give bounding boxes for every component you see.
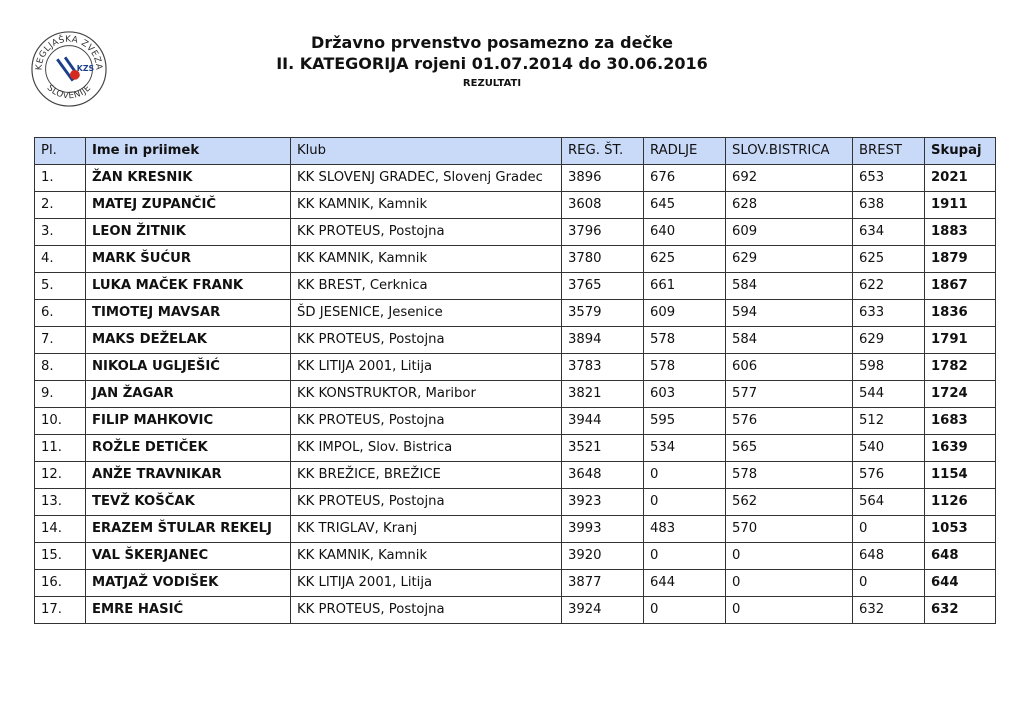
table-cell: 676 — [644, 165, 726, 192]
table-cell: 576 — [726, 408, 853, 435]
table-row — [35, 192, 996, 219]
table-cell: 3. — [35, 219, 86, 246]
document-title: Državno prvenstvo posamezno za dečke — [311, 33, 673, 52]
table-cell: 512 — [853, 408, 925, 435]
table-cell: 576 — [853, 462, 925, 489]
table-cell: 640 — [644, 219, 726, 246]
table-cell: 661 — [644, 273, 726, 300]
table-cell: 483 — [644, 516, 726, 543]
table-cell: 1879 — [925, 246, 996, 273]
table-cell: ERAZEM ŠTULAR REKELJ — [86, 516, 291, 543]
table-cell: 3780 — [562, 246, 644, 273]
svg-text:SLOVENIJE: SLOVENIJE — [44, 83, 94, 102]
table-cell: 3783 — [562, 354, 644, 381]
table-cell: 644 — [925, 570, 996, 597]
table-cell: NIKOLA UGLJEŠIĆ — [86, 354, 291, 381]
table-cell: 625 — [644, 246, 726, 273]
table-cell: 692 — [726, 165, 853, 192]
table-cell: 606 — [726, 354, 853, 381]
table-cell: 578 — [644, 354, 726, 381]
table-cell: 595 — [644, 408, 726, 435]
table-cell: 0 — [644, 597, 726, 624]
table-cell: KK PROTEUS, Postojna — [291, 408, 562, 435]
table-cell: 584 — [726, 327, 853, 354]
table-row — [35, 489, 996, 516]
table-cell: 540 — [853, 435, 925, 462]
table-cell: 3920 — [562, 543, 644, 570]
table-cell: TEVŽ KOŠČAK — [86, 489, 291, 516]
table-cell: 625 — [853, 246, 925, 273]
table-cell: 15. — [35, 543, 86, 570]
table-cell: 3993 — [562, 516, 644, 543]
table-cell: 638 — [853, 192, 925, 219]
table-cell: 565 — [726, 435, 853, 462]
table-cell: 1867 — [925, 273, 996, 300]
table-cell: 13. — [35, 489, 86, 516]
table-cell: 1. — [35, 165, 86, 192]
table-cell: 1683 — [925, 408, 996, 435]
table-cell: ROŽLE DETIČEK — [86, 435, 291, 462]
table-cell: LUKA MAČEK FRANK — [86, 273, 291, 300]
table-cell: 1782 — [925, 354, 996, 381]
table-cell: 3608 — [562, 192, 644, 219]
table-row — [35, 408, 996, 435]
table-row — [35, 273, 996, 300]
table-cell: KK KAMNIK, Kamnik — [291, 246, 562, 273]
results-table — [34, 137, 996, 624]
table-row — [35, 165, 996, 192]
table-cell: KK LITIJA 2001, Litija — [291, 570, 562, 597]
table-cell: 629 — [853, 327, 925, 354]
table-cell: 648 — [925, 543, 996, 570]
table-cell: 1639 — [925, 435, 996, 462]
table-cell: 534 — [644, 435, 726, 462]
table-body — [35, 165, 996, 624]
table-cell: 634 — [853, 219, 925, 246]
table-cell: KK BREŽICE, BREŽICE — [291, 462, 562, 489]
table-cell: KK PROTEUS, Postojna — [291, 219, 562, 246]
table-cell: 2021 — [925, 165, 996, 192]
table-cell: 577 — [726, 381, 853, 408]
table-cell: 3648 — [562, 462, 644, 489]
table-cell: LEON ŽITNIK — [86, 219, 291, 246]
table-cell: VAL ŠKERJANEC — [86, 543, 291, 570]
table-cell: 648 — [853, 543, 925, 570]
table-cell: 3896 — [562, 165, 644, 192]
table-cell: 7. — [35, 327, 86, 354]
table-cell: 628 — [726, 192, 853, 219]
table-row — [35, 300, 996, 327]
table-cell: ANŽE TRAVNIKAR — [86, 462, 291, 489]
column-header: Klub — [291, 138, 562, 165]
table-cell: TIMOTEJ MAVSAR — [86, 300, 291, 327]
table-cell: 644 — [644, 570, 726, 597]
table-cell: 578 — [726, 462, 853, 489]
table-row — [35, 516, 996, 543]
table-cell: 1836 — [925, 300, 996, 327]
table-cell: FILIP MAHKOVIC — [86, 408, 291, 435]
table-cell: 0 — [644, 462, 726, 489]
column-header: SLOV.BISTRICA — [726, 138, 853, 165]
table-cell: KK KONSTRUKTOR, Maribor — [291, 381, 562, 408]
table-cell: 3944 — [562, 408, 644, 435]
table-cell: 3579 — [562, 300, 644, 327]
table-cell: 594 — [726, 300, 853, 327]
table-cell: KK PROTEUS, Postojna — [291, 327, 562, 354]
table-cell: 11. — [35, 435, 86, 462]
table-cell: 1724 — [925, 381, 996, 408]
table-cell: 544 — [853, 381, 925, 408]
table-cell: MATJAŽ VODIŠEK — [86, 570, 291, 597]
table-cell: 3765 — [562, 273, 644, 300]
table-cell: 562 — [726, 489, 853, 516]
table-cell: EMRE HASIĆ — [86, 597, 291, 624]
table-cell: 17. — [35, 597, 86, 624]
table-cell: KK IMPOL, Slov. Bistrica — [291, 435, 562, 462]
table-cell: 12. — [35, 462, 86, 489]
table-cell: ŠD JESENICE, Jesenice — [291, 300, 562, 327]
table-cell: 3521 — [562, 435, 644, 462]
table-cell: 3894 — [562, 327, 644, 354]
table-cell: 633 — [853, 300, 925, 327]
table-cell: 570 — [726, 516, 853, 543]
table-cell: KK LITIJA 2001, Litija — [291, 354, 562, 381]
table-cell: 3923 — [562, 489, 644, 516]
table-row — [35, 570, 996, 597]
table-cell: 632 — [853, 597, 925, 624]
table-cell: KK KAMNIK, Kamnik — [291, 543, 562, 570]
table-cell: 622 — [853, 273, 925, 300]
table-cell: 3924 — [562, 597, 644, 624]
table-cell: MATEJ ZUPANČIČ — [86, 192, 291, 219]
table-row — [35, 381, 996, 408]
table-cell: MARK ŠUĆUR — [86, 246, 291, 273]
table-cell: 16. — [35, 570, 86, 597]
table-cell: 9. — [35, 381, 86, 408]
table-cell: 0 — [726, 597, 853, 624]
table-cell: 629 — [726, 246, 853, 273]
table-cell: 603 — [644, 381, 726, 408]
table-cell: 609 — [726, 219, 853, 246]
table-cell: 0 — [853, 516, 925, 543]
table-row — [35, 219, 996, 246]
document-subtitle: II. KATEGORIJA rojeni 01.07.2014 do 30.06.2016 — [276, 54, 708, 73]
table-cell: 14. — [35, 516, 86, 543]
table-cell: 3877 — [562, 570, 644, 597]
table-cell: 0 — [726, 543, 853, 570]
table-cell: KK SLOVENJ GRADEC, Slovenj Gradec — [291, 165, 562, 192]
document-header — [0, 33, 1024, 93]
table-cell: 4. — [35, 246, 86, 273]
table-header-row — [35, 138, 996, 165]
table-cell: 1883 — [925, 219, 996, 246]
table-cell: 1911 — [925, 192, 996, 219]
table-row — [35, 543, 996, 570]
table-cell: 598 — [853, 354, 925, 381]
table-cell: 0 — [644, 489, 726, 516]
table-cell: 645 — [644, 192, 726, 219]
column-header: Ime in priimek — [86, 138, 291, 165]
svg-text:KEGLJAŠKA ZVEZA: KEGLJAŠKA ZVEZA — [34, 34, 104, 71]
table-cell: 564 — [853, 489, 925, 516]
table-cell: KK KAMNIK, Kamnik — [291, 192, 562, 219]
table-cell: 653 — [853, 165, 925, 192]
table-row — [35, 435, 996, 462]
table-cell: JAN ŽAGAR — [86, 381, 291, 408]
table-cell: 0 — [726, 570, 853, 597]
table-cell: MAKS DEŽELAK — [86, 327, 291, 354]
column-header: Pl. — [35, 138, 86, 165]
table-cell: 632 — [925, 597, 996, 624]
table-cell: 1126 — [925, 489, 996, 516]
table-cell: 1791 — [925, 327, 996, 354]
column-header: Skupaj — [925, 138, 996, 165]
table-cell: 6. — [35, 300, 86, 327]
section-label: REZULTATI — [462, 78, 522, 89]
table-cell: KK PROTEUS, Postojna — [291, 489, 562, 516]
table-cell: 0 — [853, 570, 925, 597]
column-header: RADLJE — [644, 138, 726, 165]
table-cell: 584 — [726, 273, 853, 300]
table-row — [35, 597, 996, 624]
table-row — [35, 354, 996, 381]
table-cell: KK BREST, Cerknica — [291, 273, 562, 300]
table-cell: ŽAN KRESNIK — [86, 165, 291, 192]
column-header: BREST — [853, 138, 925, 165]
table-cell: 1053 — [925, 516, 996, 543]
table-row — [35, 327, 996, 354]
table-cell: 10. — [35, 408, 86, 435]
table-cell: 609 — [644, 300, 726, 327]
svg-text:KZS: KZS — [76, 63, 95, 73]
table-cell: 1154 — [925, 462, 996, 489]
column-header: REG. ŠT. — [562, 138, 644, 165]
table-cell: 2. — [35, 192, 86, 219]
table-row — [35, 462, 996, 489]
table-cell: 578 — [644, 327, 726, 354]
table-cell: 0 — [644, 543, 726, 570]
table-cell: 5. — [35, 273, 86, 300]
table-cell: 8. — [35, 354, 86, 381]
table-cell: KK PROTEUS, Postojna — [291, 597, 562, 624]
table-cell: KK TRIGLAV, Kranj — [291, 516, 562, 543]
table-row — [35, 246, 996, 273]
table-cell: 3796 — [562, 219, 644, 246]
table-cell: 3821 — [562, 381, 644, 408]
